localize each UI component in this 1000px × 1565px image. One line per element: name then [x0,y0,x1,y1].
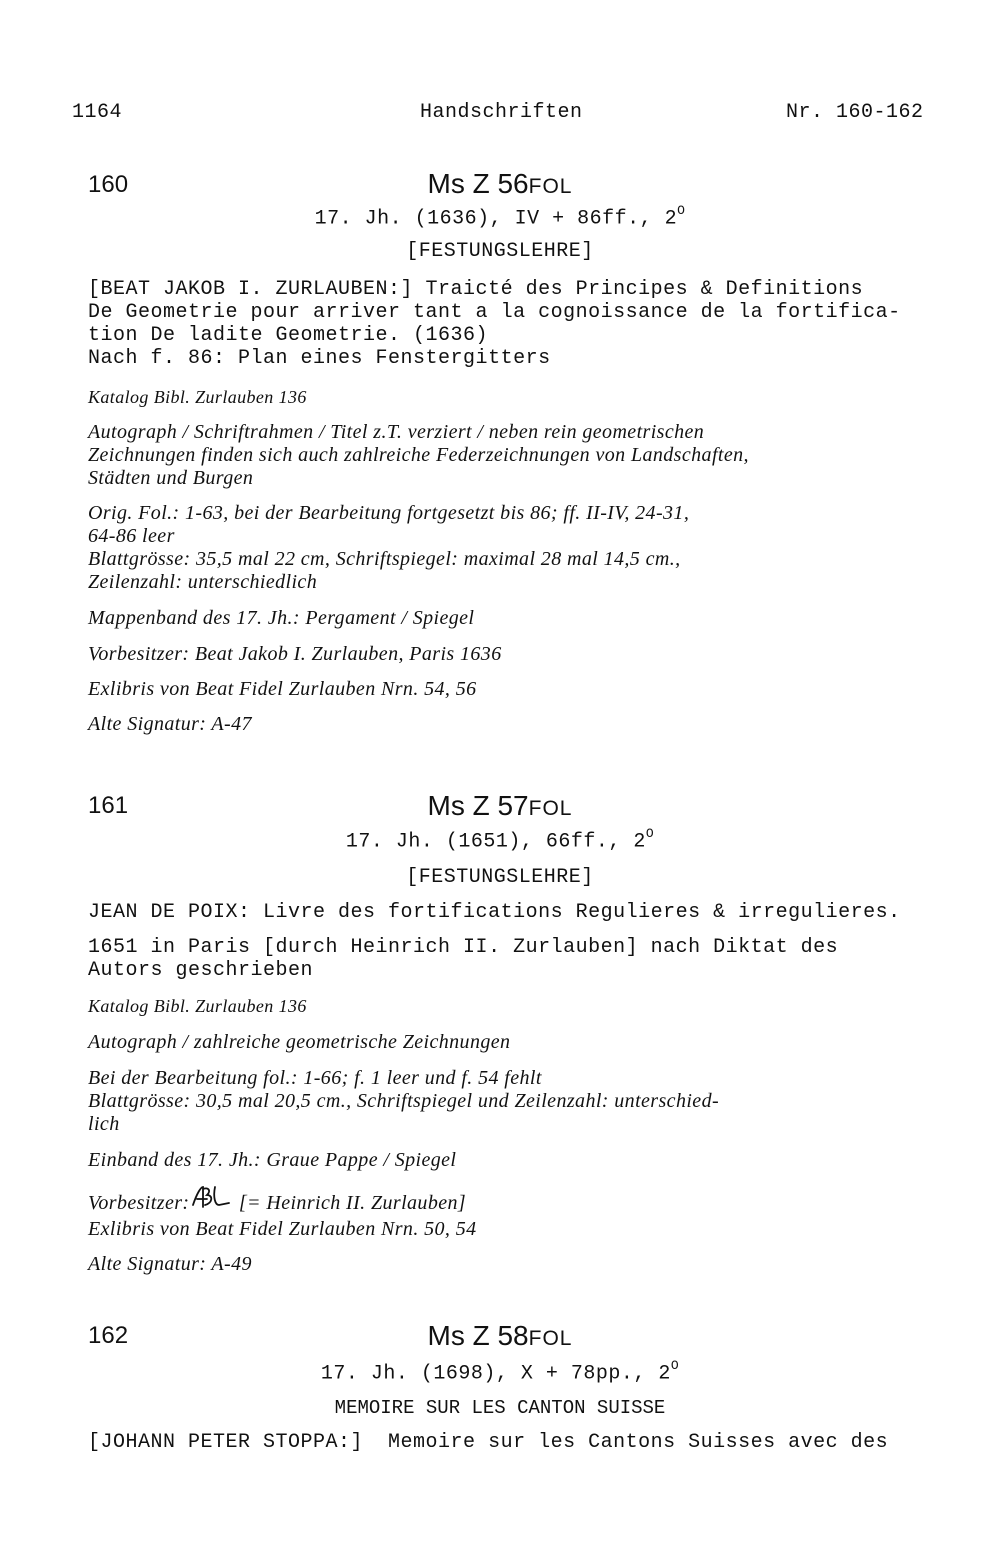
foliation-line: 64-86 leer [88,525,175,547]
description-line: Autograph / zahlreiche geometrische Zeichnungen [88,1031,511,1053]
title-line: Nach f. 86: Plan eines Fenstergitters [88,347,551,370]
shelfmark: Ms Z 56FOL [427,168,573,199]
entry-number: 160 [88,171,129,198]
binding: Mappenband des 17. Jh.: Pergament / Spiegel [88,607,475,629]
entry-number: 162 [88,1322,129,1349]
title-block [88,278,968,370]
foliation-line: Blattgrösse: 35,5 mal 22 cm, Schriftspiegel: maximal 28 mal 14,5 cm., [88,548,681,570]
description-block [88,1031,968,1054]
exlibris: Exlibris von Beat Fidel Zurlauben Nrn. 54, 56 [88,678,477,700]
dating: 17. Jh. (1651), 66ff., $2^O$ [345,826,655,854]
foliation-line: Bei der Bearbeitung fol.: 1-66; f. 1 leer und f. 54 fehlt [88,1067,542,1089]
title-line: [BEAT JAKOB I. ZURLAUBEN:] Traicté des Principes & Definitions [88,278,864,301]
catalog-reference: Katalog Bibl. Zurlauben 136 [88,387,307,407]
binding: Einband des 17. Jh.: Graue Pappe / Spiegel [88,1149,457,1171]
entry-range: Nr. 160-162 [786,101,924,124]
description-line: Zeichnungen finden sich auch zahlreiche Federzeichnungen von Landschaften, [88,444,749,466]
title-line: De Geometrie pour arriver tant a la cognoissance de la fortifica- [88,301,901,324]
old-signature: Alte Signatur: A-49 [88,1253,252,1275]
note-block [88,936,968,982]
subject: [FESTUNGSLEHRE] [406,866,594,889]
exlibris: Exlibris von Beat Fidel Zurlauben Nrn. 50, 54 [88,1218,477,1240]
foliation-line: Zeilenzahl: unterschiedlich [88,571,318,593]
foliation-block [88,502,968,594]
description-block [88,421,968,490]
old-signature: Alte Signatur: A-47 [88,713,252,735]
foliation-line: Blattgrösse: 30,5 mal 20,5 cm., Schriftspiegel und Zeilenzahl: unterschied- [88,1090,720,1112]
shelfmark: Ms Z 58FOL [427,1320,573,1351]
provenance: Vorbesitzer: Beat Jakob I. Zurlauben, Paris 1636 [88,643,502,665]
foliation-line: lich [88,1113,120,1135]
page-number: 1164 [72,101,123,124]
subject: MEMOIRE SUR LES CANTON SUISSE [334,1397,666,1419]
description-line: Autograph / Schriftrahmen / Titel z.T. verziert / neben rein geometrischen [88,421,705,443]
note-line: Autors geschrieben [88,959,314,982]
running-title: Handschriften [420,101,583,124]
title-block [88,901,968,924]
catalog-reference: Katalog Bibl. Zurlauben 136 [88,996,307,1016]
title-line: [JOHANN PETER STOPPA:] Memoire sur les Cantons Suisses avec des [88,1431,889,1454]
title-block [88,1431,968,1454]
entry-number: 161 [88,792,129,819]
description-line: Städten und Burgen [88,467,254,489]
monogram-mark [189,1183,233,1219]
shelfmark: Ms Z 57FOL [427,790,573,821]
title-line: JEAN DE POIX: Livre des fortifications Regulieres & irregulieres. [88,901,901,924]
foliation-line: Orig. Fol.: 1-63, bei der Bearbeitung fortgesetzt bis 86; ff. II-IV, 24-31, [88,502,690,524]
foliation-block [88,1067,968,1136]
dating: 17. Jh. (1636), IV + 86ff., $2^O$ [314,203,686,231]
note-line: 1651 in Paris [durch Heinrich II. Zurlauben] nach Diktat des [88,936,839,959]
dating: 17. Jh. (1698), X + 78pp., $2^O$ [320,1358,680,1386]
title-line: tion De ladite Geometrie. (1636) [88,324,489,347]
subject: [FESTUNGSLEHRE] [406,240,594,263]
provenance: Vorbesitzer: [= Heinrich II. Zurlauben] [88,1183,466,1219]
